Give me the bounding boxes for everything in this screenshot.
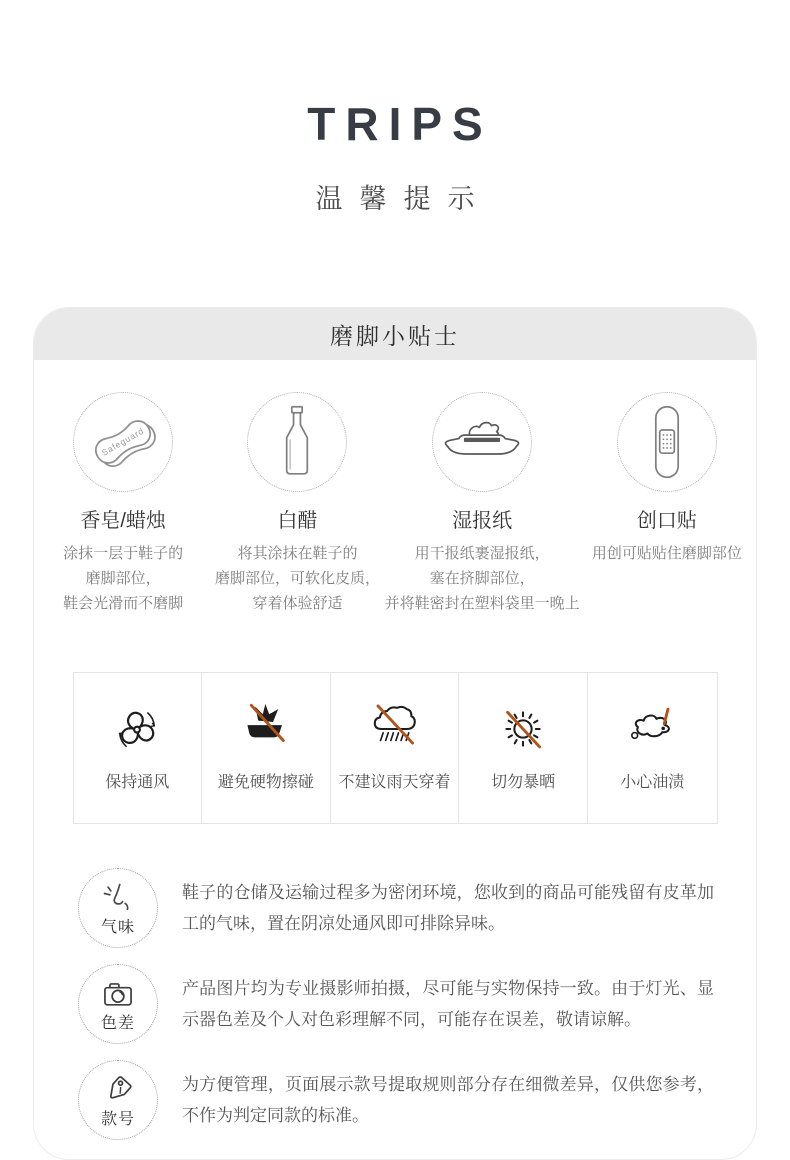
tips-box-title: 磨脚小贴士: [330, 322, 460, 349]
soap-candle-icon: [80, 399, 166, 485]
vinegar-circle: [247, 392, 347, 492]
camera-icon: [100, 976, 136, 1012]
note-label: 色差: [100, 1014, 135, 1032]
note-text: 产品图片均为专业摄影师拍摄，尽可能与实物保持一致。由于灯光、显示器色差及个人对色彩理解不同，可能存在误差，敬请谅解。: [182, 979, 714, 1029]
tip-label: 香皂/蜡烛: [80, 510, 166, 532]
care-label: 保持通风: [105, 774, 170, 791]
style-number-circle: [78, 1060, 158, 1140]
page-title: TRIPS: [307, 98, 493, 150]
tips-row: [34, 360, 756, 616]
care-item-no-hard-objects: [202, 673, 331, 823]
page-subtitle: 温馨提示: [315, 184, 492, 214]
care-label: 小心油渍: [620, 774, 685, 791]
care-item-oil-stains: [588, 673, 717, 823]
note-smell: [78, 868, 714, 948]
wet-newspaper-circle: [432, 392, 532, 492]
page-header: [0, 0, 790, 216]
no-hard-object-icon: [234, 697, 298, 761]
wet-newspaper-icon: [439, 399, 525, 485]
note-text: 鞋子的仓储及运输过程多为密闭环境，您收到的商品可能残留有皮革加工的气味，置在阴凉处通风即可排除异味。: [182, 883, 714, 933]
note-label: 气味: [100, 918, 135, 936]
tip-band-aid: [580, 392, 754, 616]
vinegar-bottle-icon: [254, 399, 340, 485]
notes-section: [34, 868, 756, 1140]
tip-description: 涂抹一层于鞋子的 磨脚部位， 鞋会光滑而不磨脚: [63, 545, 184, 612]
care-label: 不建议雨天穿着: [338, 774, 451, 791]
note-style-number: [78, 1060, 714, 1140]
no-rain-icon: [362, 697, 426, 761]
tip-description: 用干报纸裹湿报纸， 塞在挤脚部位， 并将鞋密封在塑料袋里一晚上: [384, 545, 580, 612]
tip-soap-candle: [36, 392, 210, 616]
note-text: 为方便管理，页面展示款号提取规则部分存在细微差异，仅供您参考，不作为判定同款的标准。: [182, 1075, 714, 1125]
band-aid-circle: [617, 392, 717, 492]
note-color-difference: [78, 964, 714, 1044]
soap-candle-circle: [73, 392, 173, 492]
color-difference-circle: [78, 964, 158, 1044]
band-aid-icon: [624, 399, 710, 485]
fan-icon: [105, 697, 169, 761]
care-label: 切勿暴晒: [491, 774, 556, 791]
tip-label: 湿报纸: [452, 510, 513, 532]
tip-description: 用创可贴贴住磨脚部位: [591, 545, 742, 562]
tip-wet-newspaper: [385, 392, 580, 616]
tip-label: 白醋: [277, 510, 318, 532]
care-item-no-sun: [459, 673, 588, 823]
tips-box-header: [34, 308, 756, 360]
tips-box: [33, 307, 757, 1160]
care-item-no-rain: [331, 673, 460, 823]
note-label: 款号: [100, 1110, 135, 1128]
tip-vinegar: [210, 392, 384, 616]
care-item-ventilation: [74, 673, 203, 823]
svg-text:Safeguard: Safeguard: [99, 425, 146, 458]
oil-stain-icon: [620, 697, 684, 761]
tip-description: 将其涂抹在鞋子的 磨脚部位，可软化皮质， 穿着体验舒适: [214, 545, 380, 612]
no-sun-icon: [491, 697, 555, 761]
care-label: 避免硬物擦碰: [217, 774, 314, 791]
smell-circle: [78, 868, 158, 948]
smell-icon: [100, 880, 136, 916]
care-grid: [73, 672, 718, 824]
tip-label: 创口贴: [636, 510, 697, 532]
tag-icon: [100, 1072, 136, 1108]
